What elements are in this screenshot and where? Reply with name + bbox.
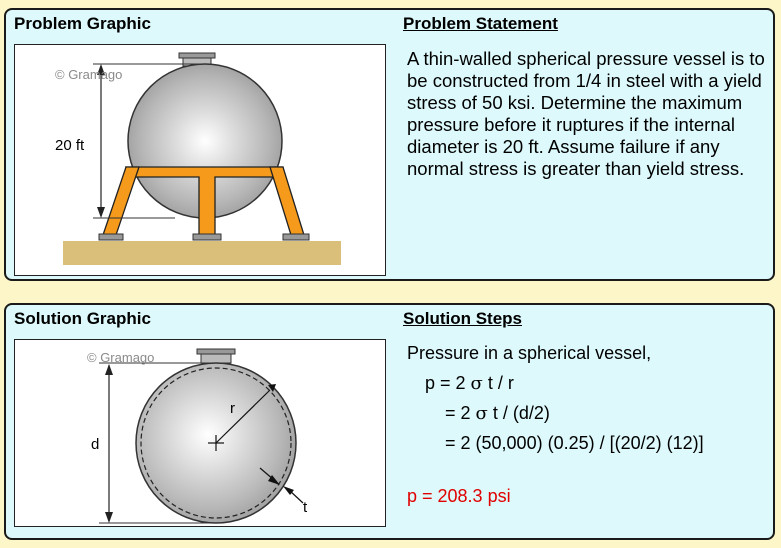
right-leg <box>270 167 304 235</box>
foot-center <box>193 234 221 240</box>
foot-right <box>283 234 309 240</box>
eq1-pre: p = 2 <box>425 373 471 393</box>
problem-graphic <box>14 44 386 276</box>
thickness-label: t <box>303 499 308 516</box>
nozzle <box>201 354 231 363</box>
eq2-pre: = 2 <box>445 403 476 423</box>
equation-2 <box>445 403 550 424</box>
equation-1 <box>425 373 514 394</box>
pressure-vessel-illustration <box>15 45 385 275</box>
result: p = 208.3 psi <box>407 486 511 506</box>
diameter-arrow-top <box>105 364 113 375</box>
watermark: © Gramago <box>87 350 155 365</box>
sigma-symbol: σ <box>470 373 483 394</box>
left-leg <box>103 167 139 235</box>
radius-label: r <box>230 400 235 417</box>
ground <box>63 241 341 265</box>
foot-left <box>99 234 123 240</box>
diameter-arrow-bottom <box>105 512 113 523</box>
sigma-symbol: σ <box>475 403 488 424</box>
solution-steps-title: Solution Steps <box>403 309 522 328</box>
support-frame <box>126 167 283 235</box>
eq2-post: t / (d/2) <box>487 403 550 423</box>
equation-3: = 2 (50,000) (0.25) / [(20/2) (12)] <box>445 433 704 453</box>
diameter-label: d <box>91 436 100 453</box>
solution-panel <box>4 303 775 540</box>
solution-graphic-title: Solution Graphic <box>14 309 151 328</box>
problem-panel <box>4 8 775 281</box>
problem-statement-title: Problem Statement <box>403 14 558 33</box>
dimension-arrow-bottom <box>97 207 105 218</box>
eq1-post: t / r <box>482 373 514 393</box>
problem-graphic-title: Problem Graphic <box>14 14 151 33</box>
nozzle-flange <box>197 349 235 354</box>
solution-graphic <box>14 339 386 527</box>
watermark: © Gramago <box>55 67 123 82</box>
steps-intro: Pressure in a spherical vessel, <box>407 343 652 363</box>
height-label: 20 ft <box>55 137 85 154</box>
sphere-section-illustration <box>15 340 385 526</box>
nozzle-flange <box>179 53 215 58</box>
problem-statement-text: A thin-walled spherical pressure vessel is to be constructed from 1/4 in steel with a yield stress of 50 ksi. Determine the maximum pressure before it ruptures if the internal diameter is 20 ft. Assume failure if any normal stress is greater than yield stress. <box>407 48 765 179</box>
